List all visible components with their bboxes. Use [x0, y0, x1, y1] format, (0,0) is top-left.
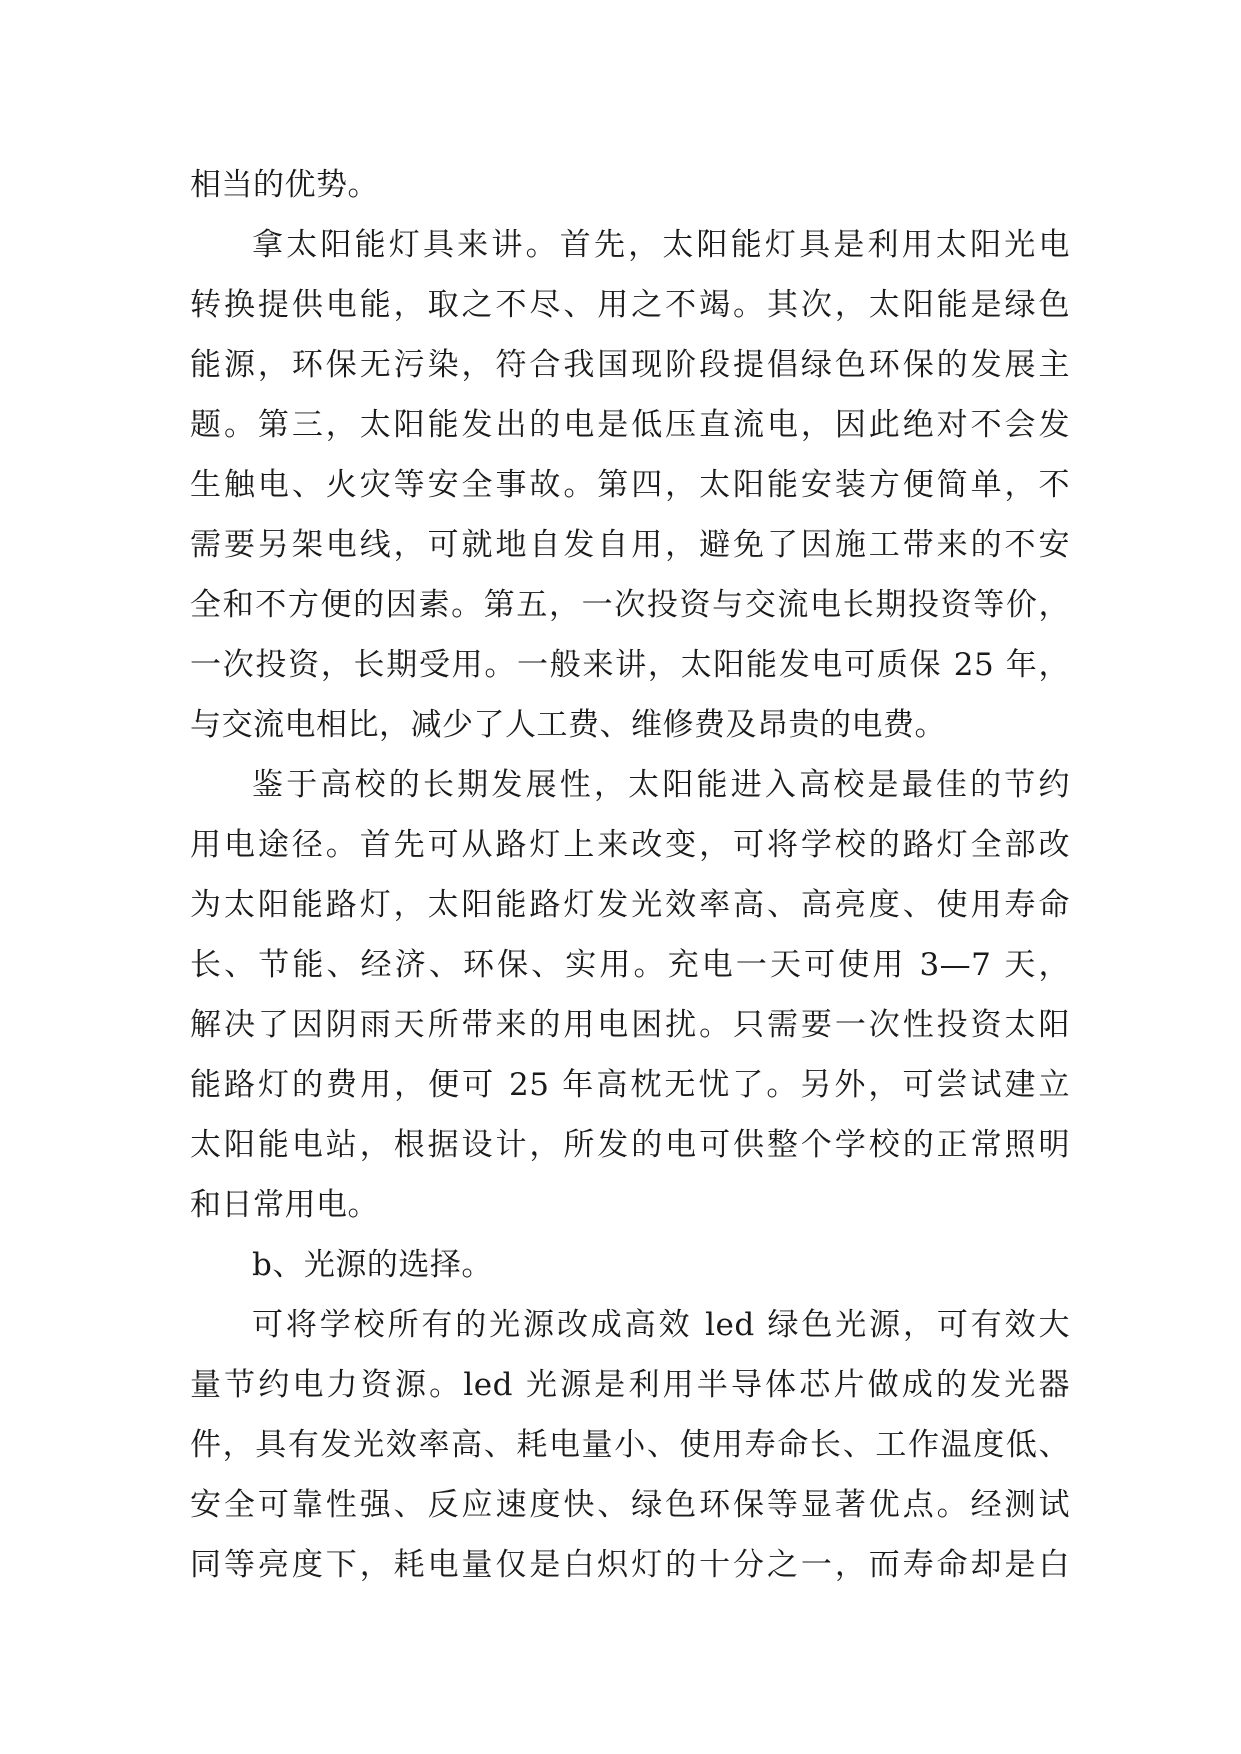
- text-line: 一次投资，长期受用。一般来讲，太阳能发电可质保 25 年，: [190, 647, 1070, 683]
- text-line: 需要另架电线，可就地自发自用，避免了因施工带来的不安: [190, 527, 1070, 563]
- text-line: 全和不方便的因素。第五，一次投资与交流电长期投资等价，: [190, 587, 1070, 623]
- text-line: 量节约电力资源。led 光源是利用半导体芯片做成的发光器: [190, 1367, 1070, 1403]
- text-line: 为太阳能路灯，太阳能路灯发光效率高、高亮度、使用寿命: [190, 887, 1070, 923]
- text-line: 拿太阳能灯具来讲。首先，太阳能灯具是利用太阳光电: [252, 227, 1070, 263]
- text-line: 转换提供电能，取之不尽、用之不竭。其次，太阳能是绿色: [190, 287, 1070, 323]
- text-line: 安全可靠性强、反应速度快、绿色环保等显著优点。经测试: [190, 1487, 1070, 1523]
- text-line: 能源，环保无污染，符合我国现阶段提倡绿色环保的发展主: [190, 347, 1070, 383]
- text-line: 同等亮度下，耗电量仅是白炽灯的十分之一，而寿命却是白: [190, 1547, 1070, 1583]
- text-line: 与交流电相比，减少了人工费、维修费及昂贵的电费。: [190, 707, 946, 743]
- text-line: 解决了因阴雨天所带来的用电困扰。只需要一次性投资太阳: [190, 1007, 1070, 1043]
- text-line: 能路灯的费用，便可 25 年高枕无忧了。另外，可尝试建立: [190, 1067, 1070, 1103]
- text-line: 用电途径。首先可从路灯上来改变，可将学校的路灯全部改: [190, 827, 1070, 863]
- text-line: 相当的优势。: [190, 167, 379, 203]
- document-body: [190, 155, 1070, 1595]
- text-line: 生触电、火灾等安全事故。第四，太阳能安装方便简单，不: [190, 467, 1070, 503]
- text-line: b、光源的选择。: [252, 1247, 493, 1283]
- text-line: 长、节能、经济、环保、实用。充电一天可使用 3—7 天，: [190, 947, 1070, 983]
- text-line: 太阳能电站，根据设计，所发的电可供整个学校的正常照明: [190, 1127, 1070, 1163]
- text-line: 题。第三，太阳能发出的电是低压直流电，因此绝对不会发: [190, 407, 1070, 443]
- text-line: 鉴于高校的长期发展性，太阳能进入高校是最佳的节约: [252, 767, 1070, 803]
- text-line: 可将学校所有的光源改成高效 led 绿色光源，可有效大: [252, 1307, 1070, 1343]
- text-line: 件，具有发光效率高、耗电量小、使用寿命长、工作温度低、: [190, 1427, 1070, 1463]
- text-line: 和日常用电。: [190, 1187, 379, 1223]
